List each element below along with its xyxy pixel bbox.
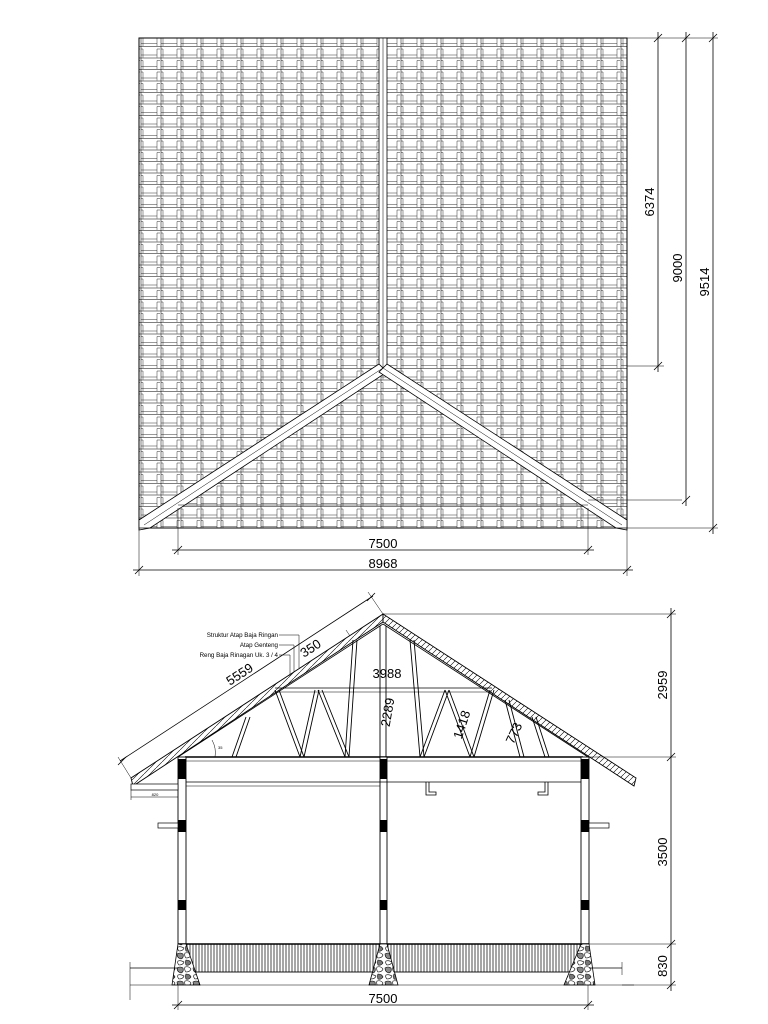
label-atap: Atap Genteng (239, 642, 278, 649)
dim-2959: 2959 (655, 670, 670, 700)
roof-cover-left (131, 614, 383, 786)
dim-9514: 9514 (697, 267, 712, 297)
dim-3500: 3500 (655, 837, 670, 867)
wall-left (178, 757, 186, 944)
wall-right (581, 757, 589, 944)
dim-3988: 3988 (372, 666, 402, 681)
rafter-dim (118, 592, 383, 778)
dim-7500-section: 7500 (368, 991, 398, 1006)
dim-1418: 1418 (450, 708, 474, 741)
section-dim-right (383, 608, 676, 991)
building-section (118, 592, 676, 1010)
dim-8968-plan: 8968 (368, 556, 398, 571)
dim-830: 830 (655, 955, 670, 977)
dim-6374: 6374 (642, 187, 657, 217)
label-reng: Reng Baja Rinagan Uk. 3 / 4 (199, 652, 278, 659)
section-dim-bottom (172, 985, 594, 1010)
dim-2289: 2289 (377, 696, 398, 728)
roof-plan (133, 32, 718, 576)
plan-dim-right (627, 32, 718, 534)
dim-820: 820 (151, 792, 159, 797)
dim-350: 350 (297, 636, 324, 661)
dim-9000: 9000 (670, 253, 685, 283)
dim-773: 773 (502, 720, 526, 747)
roof-angle: 35 (218, 745, 223, 750)
roof-cover-right (383, 614, 636, 786)
wall-center (380, 757, 387, 944)
dim-7500-plan: 7500 (368, 536, 398, 551)
dim-5559: 5559 (223, 660, 256, 689)
label-struktur: Struktur Atap Baja Ringan (206, 632, 278, 639)
